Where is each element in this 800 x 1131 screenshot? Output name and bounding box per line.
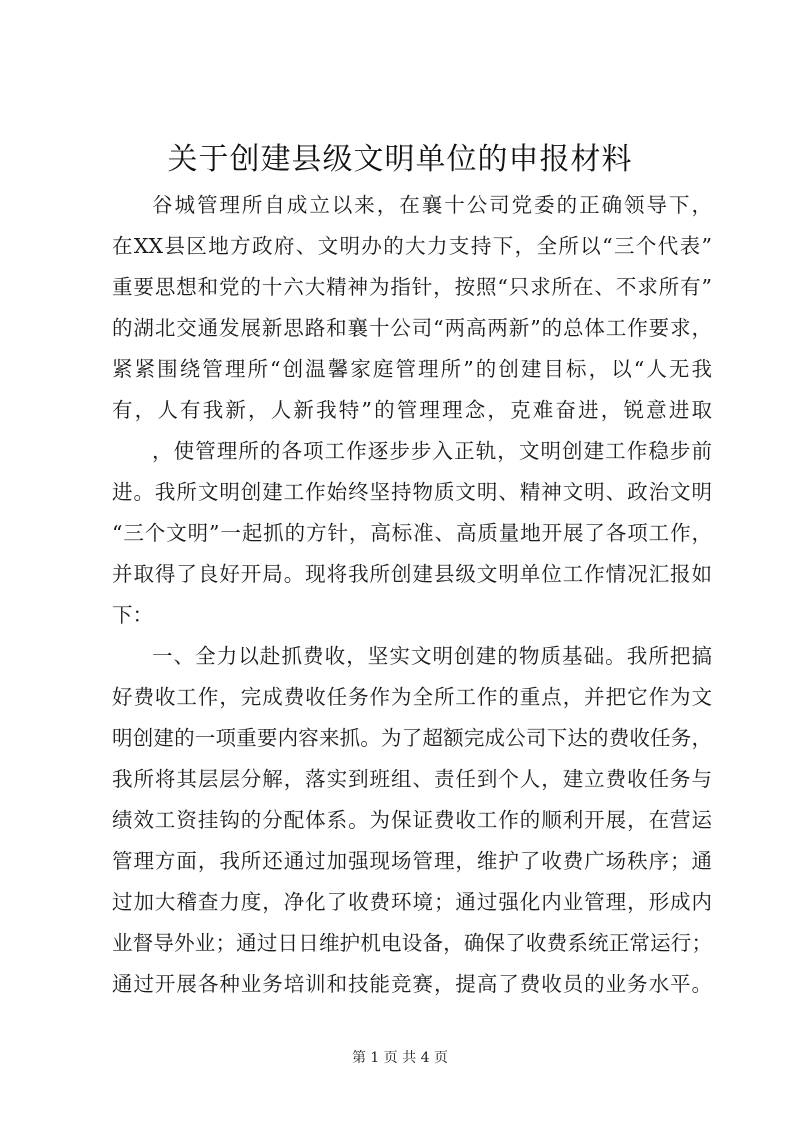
body-line: 通过开展各种业务培训和技能竞赛，提高了费收员的业务水平。 [112, 972, 712, 996]
body-line: 重要思想和党的十六大精神为指针，按照“只求所在、不求所有” [112, 275, 712, 299]
body-line: 一、全力以赴抓费收，坚实文明创建的物质基础。我所把搞 [152, 644, 712, 668]
page-number-footer: 第 1 页 共 4 页 [351, 1050, 449, 1066]
body-line: 过加大稽查力度，净化了收费环境；通过强化内业管理，形成内 [112, 890, 712, 914]
body-line: 业督导外业；通过日日维护机电设备，确保了收费系统正常运行； [112, 931, 712, 955]
body-line: 在XX县区地方政府、文明办的大力支持下，全所以“三个代表” [112, 234, 712, 258]
body-line: 并取得了良好开局。现将我所创建县级文明单位工作情况汇报如 [112, 562, 712, 586]
body-line: 我所将其层层分解，落实到班组、责任到个人，建立费收任务与 [112, 767, 712, 791]
body-line: 的湖北交通发展新思路和襄十公司“两高两新”的总体工作要求， [112, 316, 712, 340]
body-line: 好费收工作，完成费收任务作为全所工作的重点，并把它作为文 [112, 685, 712, 709]
body-line: 有，人有我新，人新我特”的管理理念，克难奋进，锐意进取 [112, 398, 712, 422]
body-line: 谷城管理所自成立以来，在襄十公司党委的正确领导下， [152, 193, 712, 217]
body-line: 明创建的一项重要内容来抓。为了超额完成公司下达的费收任务， [112, 726, 712, 750]
body-line: 紧紧围绕管理所“创温馨家庭管理所”的创建目标，以“人无我 [112, 357, 712, 381]
body-line: 绩效工资挂钩的分配体系。为保证费收工作的顺利开展，在营运 [112, 808, 712, 832]
body-line: “三个文明”一起抓的方针，高标准、高质量地开展了各项工作， [112, 521, 712, 545]
body-line: 进。我所文明创建工作始终坚持物质文明、精神文明、政治文明 [112, 480, 712, 504]
body-line: 下： [112, 603, 153, 627]
body-line: ，使管理所的各项工作逐步步入正轨，文明创建工作稳步前 [152, 439, 712, 463]
document-title: 关于创建县级文明单位的申报材料 [167, 142, 633, 177]
body-line: 管理方面，我所还通过加强现场管理，维护了收费广场秩序；通 [112, 849, 712, 873]
